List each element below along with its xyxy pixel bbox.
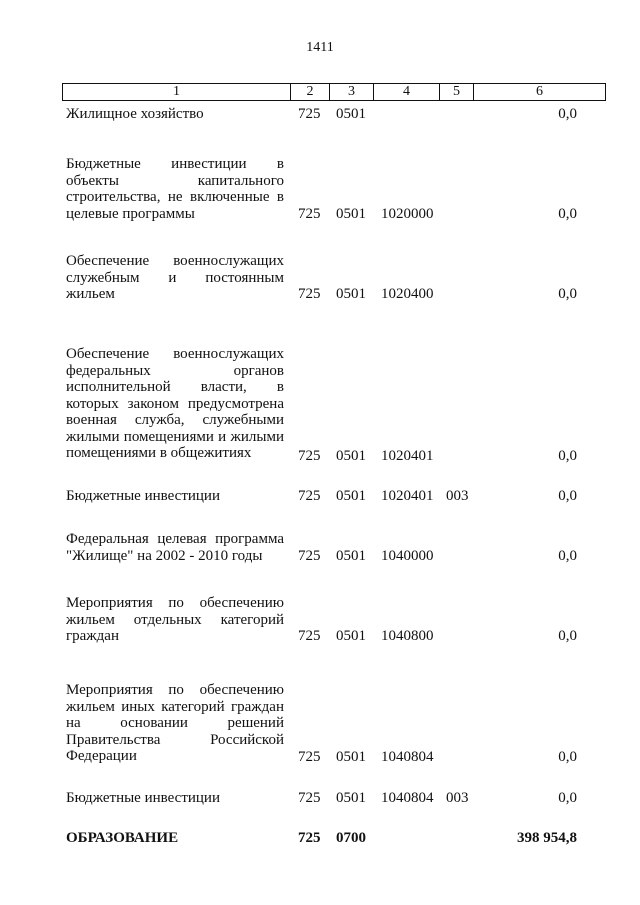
header-col-4: 4 [403, 84, 410, 99]
row-summa: 0,0 [558, 488, 577, 504]
row-name: Бюджетные инвестиции [66, 488, 220, 504]
row-summa: 0,0 [558, 286, 577, 302]
row-name: Обеспечение военнослужащих федеральных органов исполнительной власти, в которых законом предусмотрена военная служба, служебными жилыми помещениями и жилыми помещениями в общежитиях [66, 346, 284, 461]
row-summa: 0,0 [558, 448, 577, 464]
row-name: ОБРАЗОВАНИЕ [66, 830, 179, 846]
table-header-row [62, 83, 606, 101]
row-razdel: 0501 [336, 548, 366, 564]
row-razdel: 0501 [336, 488, 366, 504]
row-vedomstvo: 725 [298, 286, 321, 302]
row-vedomstvo: 725 [298, 448, 321, 464]
row-summa: 0,0 [558, 749, 577, 765]
row-name: Бюджетные инвестиции в объекты капитального строительства, не включенные в целевые программы [66, 156, 284, 222]
row-vedomstvo: 725 [298, 749, 321, 765]
row-razdel: 0501 [336, 286, 366, 302]
row-summa: 0,0 [558, 206, 577, 222]
row-razdel: 0501 [336, 628, 366, 644]
row-name: Мероприятия по обеспечению жильем иных категорий граждан на основании решений Правительства Российской Федерации [66, 682, 284, 764]
row-tselevaya-statya: 1040804 [381, 749, 434, 765]
row-tselevaya-statya: 1040800 [381, 628, 434, 644]
row-razdel: 0501 [336, 749, 366, 765]
page-number: 1411 [306, 40, 334, 55]
row-summa: 0,0 [558, 628, 577, 644]
header-col-6: 6 [536, 84, 543, 99]
row-tselevaya-statya: 1040804 [381, 790, 434, 806]
row-vid-raskhodov: 003 [446, 488, 469, 504]
row-summa: 398 954,8 [517, 830, 577, 846]
row-razdel: 0501 [336, 106, 366, 122]
header-col-1: 1 [173, 84, 180, 99]
row-tselevaya-statya: 1020000 [381, 206, 434, 222]
row-razdel: 0501 [336, 448, 366, 464]
row-vedomstvo: 725 [298, 548, 321, 564]
row-vedomstvo: 725 [298, 106, 321, 122]
row-razdel: 0501 [336, 206, 366, 222]
row-tselevaya-statya: 1020401 [381, 488, 434, 504]
row-summa: 0,0 [558, 548, 577, 564]
row-name: Обеспечение военнослужащих служебным и постоянным жильем [66, 253, 284, 302]
row-vedomstvo: 725 [298, 790, 321, 806]
row-vedomstvo: 725 [298, 488, 321, 504]
row-summa: 0,0 [558, 106, 577, 122]
row-summa: 0,0 [558, 790, 577, 806]
header-col-2: 2 [306, 84, 314, 99]
row-name: Жилищное хозяйство [66, 106, 204, 122]
header-col-3: 3 [348, 84, 355, 99]
row-name: Мероприятия по обеспечению жильем отдельных категорий граждан [66, 595, 284, 644]
row-vedomstvo: 725 [298, 206, 321, 222]
row-tselevaya-statya: 1020400 [381, 286, 434, 302]
row-vid-raskhodov: 003 [446, 790, 469, 806]
row-vedomstvo: 725 [298, 628, 321, 644]
row-razdel: 0501 [336, 790, 366, 806]
row-name: Федеральная целевая программа "Жилище" на 2002 - 2010 годы [66, 531, 284, 564]
row-tselevaya-statya: 1040000 [381, 548, 434, 564]
row-name: Бюджетные инвестиции [66, 790, 220, 806]
header-col-5: 5 [453, 84, 460, 99]
row-razdel: 0700 [336, 830, 366, 846]
row-vedomstvo: 725 [298, 830, 321, 846]
row-tselevaya-statya: 1020401 [381, 448, 434, 464]
